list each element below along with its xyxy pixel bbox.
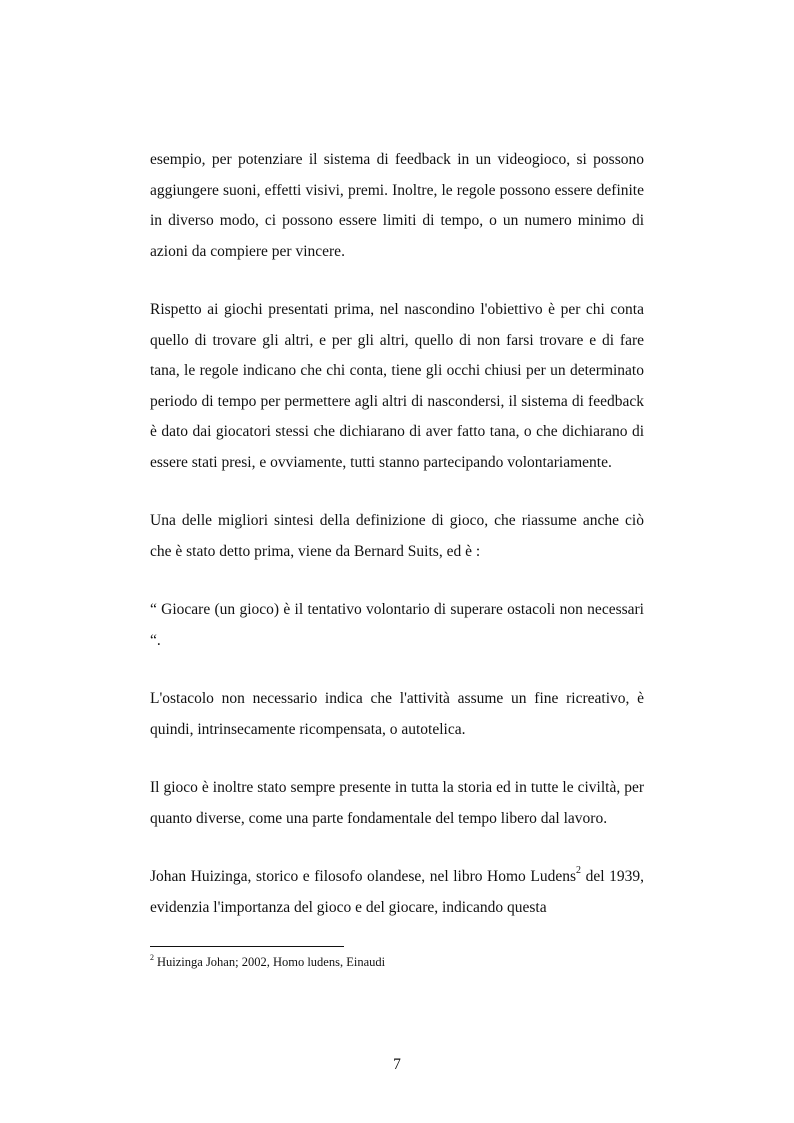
paragraph-feedback-example: esempio, per potenziare il sistema di feedback in un videogioco, si possono aggiungere suoni, effetti visivi, premi. Inoltre, le regole possono essere definite in diverso modo, ci possono essere limiti di tempo, o un numero minimo di azioni da compiere per vincere.: [150, 151, 644, 260]
footnote: [150, 954, 385, 970]
footnote-reference: 2: [576, 864, 582, 876]
paragraph-ostacolo: L'ostacolo non necessario indica che l'attività assume un fine ricreativo, è quindi, intrinsecamente ricompensata, o autotelica.: [150, 690, 644, 738]
quote-suits-definition: “ Giocare (un gioco) è il tentativo volontario di superare ostacoli non necessari “.: [150, 601, 644, 649]
footnote-mark: 2: [150, 952, 154, 962]
huizinga-text-after: del 1939, evidenzia l'importanza del gioco e del giocare, indicando questa: [150, 868, 644, 916]
paragraph-nascondino: Rispetto ai giochi presentati prima, nel nascondino l'obiettivo è per chi conta quello di trovare gli altri, e per gli altri, quello di non farsi trovare e di fare tana, le regole indicano che chi conta, tiene gli occhi chiusi per un determinato periodo di tempo per permettere agli altri di nascondersi, il sistema di feedback è dato dai giocatori stessi che dichiarano di aver fatto tana, o che dichiarano di essere stati presi, e ovviamente, tutti stanno partecipando volontariamente.: [150, 301, 644, 471]
paragraph-huizinga: [150, 862, 644, 923]
paragraph-storia: Il gioco è inoltre stato sempre presente in tutta la storia ed in tutte le civiltà, per quanto diverse, come una parte fondamentale del tempo libero dal lavoro.: [150, 779, 644, 827]
paragraph-suits-intro: Una delle migliori sintesi della definizione di gioco, che riassume anche ciò che è stato detto prima, viene da Bernard Suits, ed è :: [150, 512, 644, 560]
footnote-text: Huizinga Johan; 2002, Homo ludens, Einaudi: [157, 955, 386, 969]
footnote-separator: [150, 946, 344, 947]
huizinga-text-before: Johan Huizinga, storico e filosofo olandese, nel libro Homo Ludens: [150, 868, 577, 885]
body-text: [150, 145, 644, 951]
page-number: 7: [393, 1056, 401, 1073]
